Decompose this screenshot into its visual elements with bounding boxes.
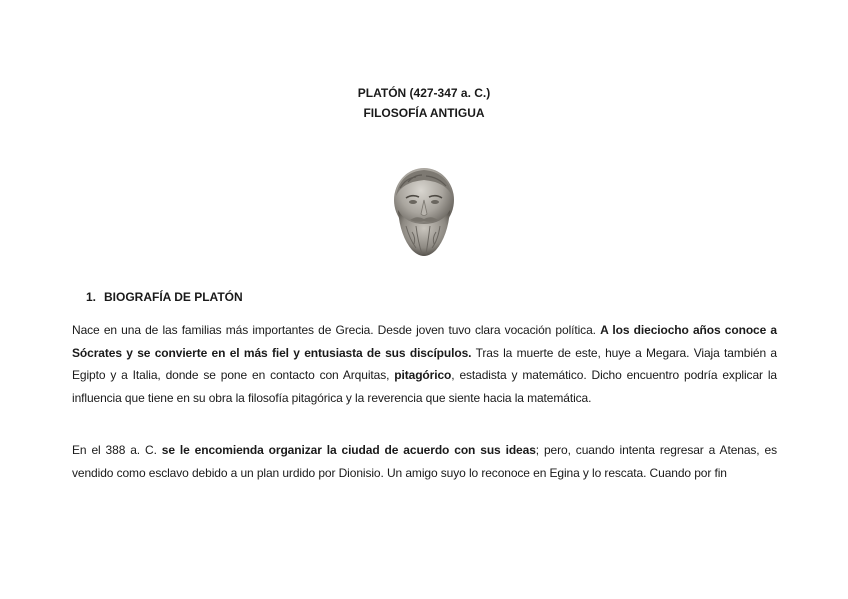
bold-text-run: se le encomienda organizar la ciudad de acuerdo con sus ideas — [161, 443, 536, 457]
text-run: , estadista y matemático. Dicho encuentro podría explicar la influencia que tiene en su obra la filosofía pitagórica y la reverencia que siente hacia la matemática. — [72, 368, 777, 405]
section-heading — [86, 289, 243, 305]
section-number: 1. — [86, 290, 97, 304]
biography-paragraph-1 — [72, 319, 777, 409]
plato-bust-image — [386, 166, 462, 262]
text-run: Tras la muerte de este, huye a Megara. Viaja también a Egipto y a Italia, donde se pone en contacto con Arquitas, — [72, 345, 777, 382]
document-subtitle: FILOSOFÍA ANTIGUA — [363, 106, 485, 120]
bold-text-run: pitagórico — [394, 368, 452, 382]
biography-paragraph-2 — [72, 439, 777, 484]
text-run: En el 388 a. C. — [72, 443, 162, 457]
section-heading-text: BIOGRAFÍA DE PLATÓN — [104, 290, 243, 304]
document-title: PLATÓN (427-347 a. C.) — [357, 86, 491, 100]
text-run: ; pero, cuando intenta regresar a Atenas, es vendido como esclavo debido a un plan urdido por Dionisio. Un amigo suyo lo reconoce en Egina y lo rescata. Cuando por fin — [72, 443, 777, 480]
bold-text-run: A los dieciocho años conoce a Sócrates y se convierte en el más fiel y entusiasta de sus discípulos. — [72, 323, 777, 360]
text-run: Nace en una de las familias más importantes de Grecia. Desde joven tuvo clara vocación política. — [72, 323, 601, 337]
